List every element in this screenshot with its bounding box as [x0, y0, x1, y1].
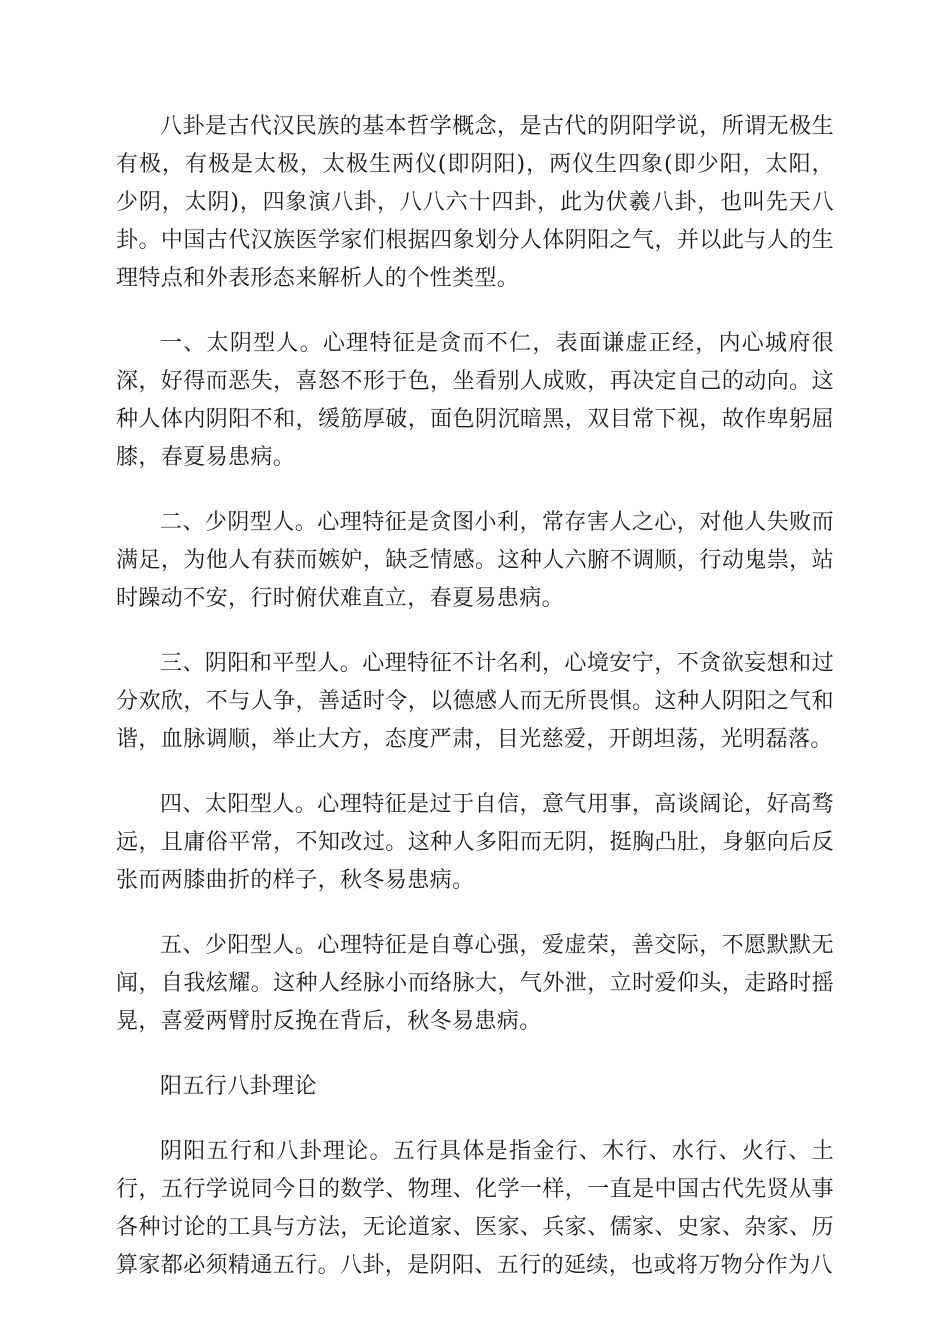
paragraph-taiyin: 一、太阴型人。心理特征是贪而不仁，表面谦虚正经，内心城府很深，好得而恶失，喜怒不形于色，坐看别人成败，再决定自己的动向。这种人体内阴阳不和，缓筋厚破，面色阴沉暗黑，双目常下视，故作卑躬屈膝，春夏易患病。	[116, 331, 834, 470]
paragraph-yinyang-heping: 三、阴阳和平型人。心理特征不计名利，心境安宁，不贪欲妄想和过分欢欣，不与人争，善适时令，以德感人而无所畏惧。这种人阴阳之气和谐，血脉调顺，举止大方，态度严肃，目光慈爱，开朗坦荡，光明磊落。	[116, 651, 834, 752]
paragraph-wuxing: 阴阳五行和八卦理论。五行具体是指金行、木行、水行、火行、土行，五行学说同今日的数学、物理、化学一样，一直是中国古代先贤从事各种讨论的工具与方法，无论道家、医家、兵家、儒家、史家、杂家、历算家都必须精通五行。八卦，是阴阳、五行的延续，也或将万物分作为八	[116, 1139, 834, 1278]
paragraph-shaoyin: 二、少阴型人。心理特征是贪图小利，常存害人之心，对他人失败而满足，为他人有获而嫉妒，缺乏情感。这种人六腑不调顺，行动鬼祟，站时躁动不安，行时俯伏难直立，春夏易患病。	[116, 510, 834, 611]
paragraph-shaoyang: 五、少阳型人。心理特征是自尊心强，爱虚荣，善交际，不愿默默无闻，自我炫耀。这种人经脉小而络脉大，气外泄，立时爱仰头，走路时摇晃，喜爱两臂肘反挽在背后，秋冬易患病。	[116, 933, 834, 1034]
paragraph-intro: 八卦是古代汉民族的基本哲学概念，是古代的阴阳学说，所谓无极生有极，有极是太极，太极生两仪(即阴阳)，两仪生四象(即少阳，太阳，少阴，太阴)，四象演八卦，八八六十四卦，此为伏羲八卦，也叫先天八卦。中国古代汉族医学家们根据四象划分人体阴阳之气，并以此与人的生理特点和外表形态来解析人的个性类型。	[116, 114, 834, 291]
document-body	[116, 108, 834, 1312]
paragraph-taiyang: 四、太阳型人。心理特征是过于自信，意气用事，高谈阔论，好高骛远，且庸俗平常，不知改过。这种人多阳而无阴，挺胸凸肚，身躯向后反张而两膝曲折的样子，秋冬易患病。	[116, 792, 834, 893]
section-heading: 阳五行八卦理论	[160, 1074, 317, 1099]
